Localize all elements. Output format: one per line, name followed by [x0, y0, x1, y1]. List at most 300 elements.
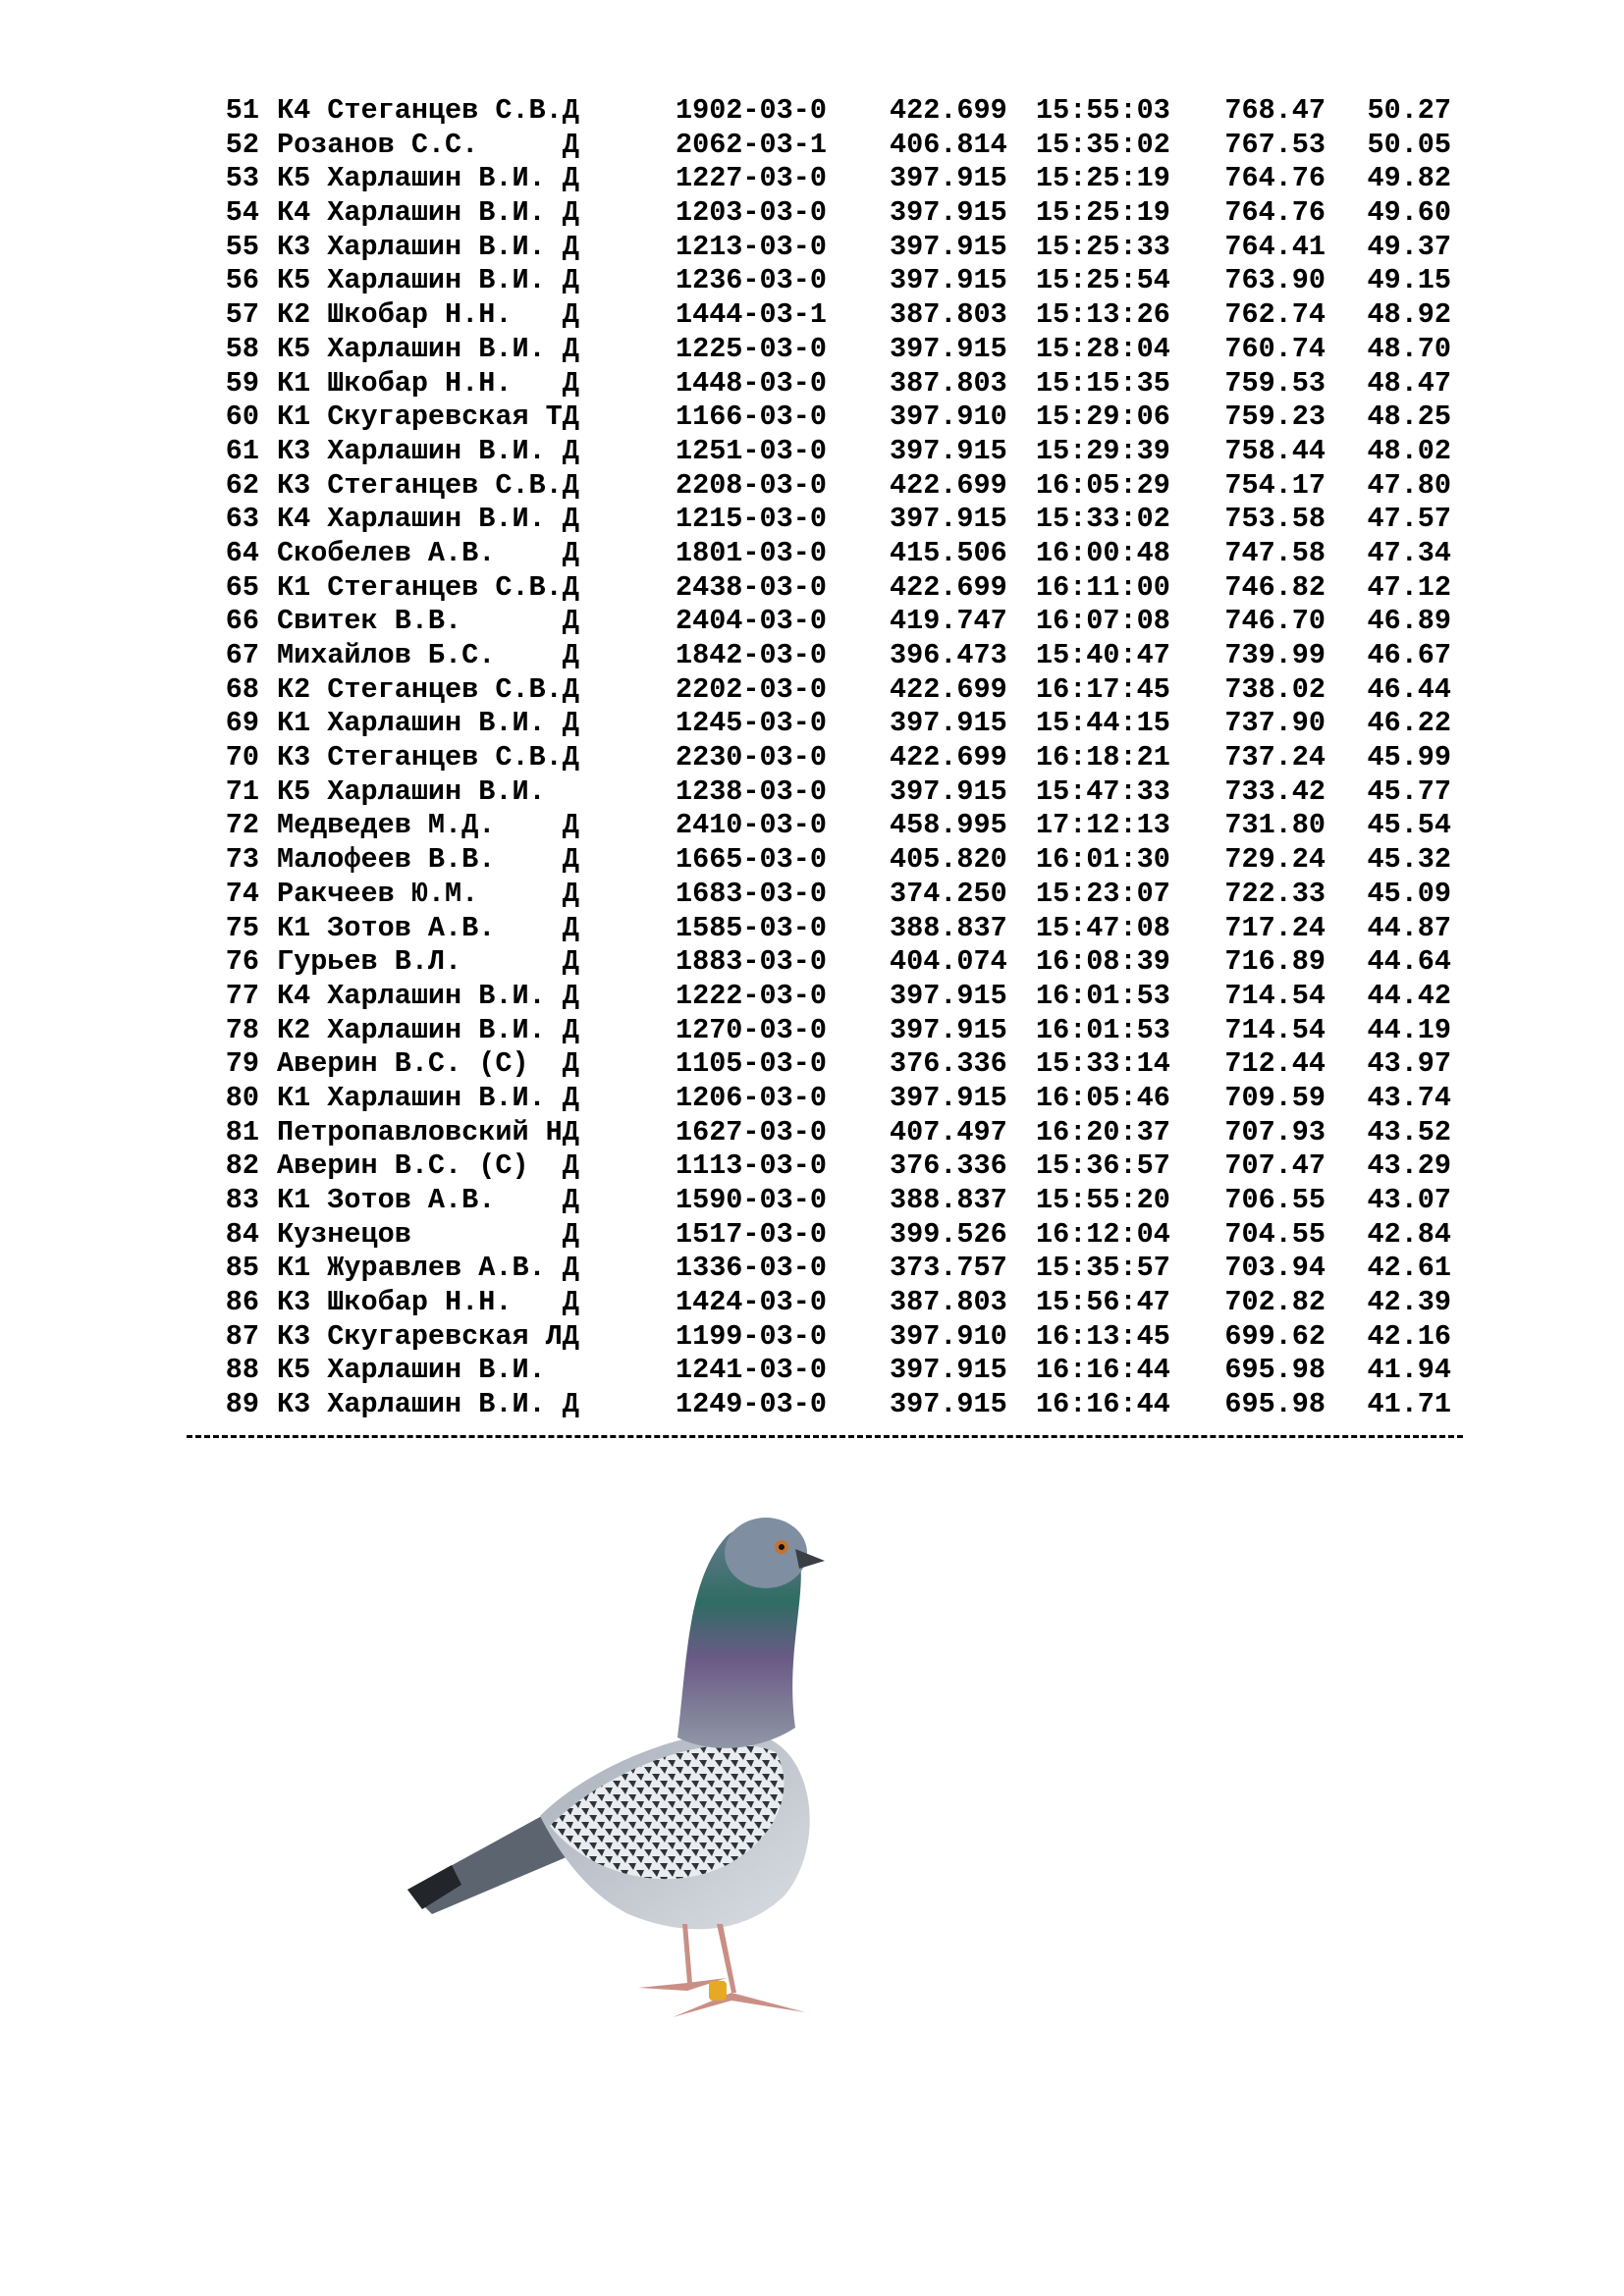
cell-speed: 704.55 — [1224, 1217, 1326, 1251]
cell-time: 15:33:02 — [1036, 503, 1170, 536]
cell-time: 16:01:53 — [1036, 979, 1170, 1012]
cell-dist: 397.915 — [890, 1354, 1007, 1387]
cell-speed: 764.76 — [1224, 162, 1326, 195]
cell-time: 16:08:39 — [1036, 945, 1170, 979]
cell-speed: 699.62 — [1224, 1319, 1326, 1353]
table-row — [0, 741, 1624, 775]
table-row — [0, 809, 1624, 843]
cell-speed: 731.80 — [1224, 809, 1326, 842]
cell-time: 15:25:54 — [1036, 264, 1170, 297]
cell-dist: 397.915 — [890, 230, 1007, 263]
cell-dist: 422.699 — [890, 672, 1007, 706]
cell-dist: 388.837 — [890, 911, 1007, 944]
table-row — [0, 912, 1624, 946]
cell-pts: 48.25 — [1367, 400, 1451, 434]
cell-dist: 397.910 — [890, 400, 1007, 434]
cell-speed: 695.98 — [1224, 1388, 1326, 1421]
cell-time: 15:29:39 — [1036, 434, 1170, 467]
cell-name: Розанов С.С. Д — [277, 128, 579, 161]
cell-name: К1 Скугаревская ТД — [277, 400, 579, 434]
cell-dist: 406.814 — [890, 128, 1007, 161]
cell-no: 78 — [225, 1013, 259, 1046]
cell-dist: 396.473 — [890, 639, 1007, 671]
cell-dist: 373.757 — [890, 1252, 1007, 1285]
cell-ring: 1241-03-0 — [676, 1354, 827, 1387]
cell-time: 16:20:37 — [1036, 1115, 1170, 1148]
cell-dist: 397.915 — [890, 774, 1007, 808]
cell-name: К4 Харлашин В.И. Д — [277, 979, 579, 1012]
cell-ring: 1444-03-1 — [676, 298, 827, 332]
cell-pts: 43.74 — [1367, 1081, 1451, 1114]
cell-speed: 758.44 — [1224, 434, 1326, 467]
cell-time: 16:16:44 — [1036, 1354, 1170, 1387]
cell-pts: 43.29 — [1367, 1149, 1451, 1183]
table-row — [0, 196, 1624, 231]
cell-pts: 41.71 — [1367, 1388, 1451, 1421]
cell-ring: 1227-03-0 — [676, 162, 827, 195]
cell-no: 63 — [225, 503, 259, 536]
cell-ring: 1424-03-0 — [676, 1286, 827, 1319]
cell-ring: 1113-03-0 — [676, 1149, 827, 1183]
cell-dist: 404.074 — [890, 945, 1007, 979]
cell-name: К3 Стеганцев С.В.Д — [277, 741, 579, 774]
cell-time: 16:16:44 — [1036, 1388, 1170, 1421]
cell-ring: 1206-03-0 — [676, 1081, 827, 1114]
cell-name: Аверин В.С. (С) Д — [277, 1047, 579, 1081]
cell-ring: 1627-03-0 — [676, 1115, 827, 1148]
cell-pts: 46.22 — [1367, 707, 1451, 740]
cell-dist: 387.803 — [890, 1286, 1007, 1319]
table-row — [0, 707, 1624, 741]
cell-time: 15:47:08 — [1036, 911, 1170, 944]
cell-no: 61 — [225, 434, 259, 467]
cell-ring: 1213-03-0 — [676, 230, 827, 263]
cell-no: 88 — [225, 1354, 259, 1387]
cell-pts: 45.32 — [1367, 843, 1451, 877]
table-row — [0, 298, 1624, 333]
cell-no: 71 — [225, 774, 259, 808]
cell-pts: 42.39 — [1367, 1286, 1451, 1319]
cell-time: 17:12:13 — [1036, 809, 1170, 842]
cell-ring: 2202-03-0 — [676, 672, 827, 706]
cell-dist: 397.915 — [890, 264, 1007, 297]
cell-ring: 1517-03-0 — [676, 1217, 827, 1251]
cell-time: 16:13:45 — [1036, 1319, 1170, 1353]
cell-no: 60 — [225, 400, 259, 434]
cell-name: Ракчеев Ю.М. Д — [277, 877, 579, 910]
cell-ring: 1270-03-0 — [676, 1013, 827, 1046]
cell-pts: 42.16 — [1367, 1319, 1451, 1353]
table-row — [0, 333, 1624, 367]
cell-name: К1 Харлашин В.И. Д — [277, 1081, 579, 1114]
cell-dist: 397.910 — [890, 1319, 1007, 1353]
cell-speed: 717.24 — [1224, 911, 1326, 944]
cell-dist: 422.699 — [890, 94, 1007, 127]
cell-dist: 376.336 — [890, 1149, 1007, 1183]
cell-dist: 415.506 — [890, 536, 1007, 569]
pigeon-image — [393, 1492, 1041, 2042]
table-row — [0, 1354, 1624, 1388]
cell-time: 15:28:04 — [1036, 332, 1170, 365]
cell-ring: 1199-03-0 — [676, 1319, 827, 1353]
cell-time: 15:35:02 — [1036, 128, 1170, 161]
cell-speed: 737.90 — [1224, 707, 1326, 740]
cell-dist: 397.915 — [890, 434, 1007, 467]
cell-name: К3 Харлашин В.И. Д — [277, 230, 579, 263]
cell-speed: 712.44 — [1224, 1047, 1326, 1081]
cell-name: Малофеев В.В. Д — [277, 843, 579, 877]
cell-speed: 714.54 — [1224, 1013, 1326, 1046]
cell-time: 15:25:33 — [1036, 230, 1170, 263]
cell-name: К1 Зотов А.В. Д — [277, 911, 579, 944]
table-row — [0, 435, 1624, 469]
cell-speed: 714.54 — [1224, 979, 1326, 1012]
dashed-divider — [187, 1435, 1463, 1438]
cell-no: 53 — [225, 162, 259, 195]
cell-speed: 729.24 — [1224, 843, 1326, 877]
cell-pts: 44.87 — [1367, 911, 1451, 944]
cell-speed: 733.42 — [1224, 774, 1326, 808]
cell-dist: 397.915 — [890, 707, 1007, 740]
cell-no: 57 — [225, 298, 259, 332]
cell-name: К4 Харлашин В.И. Д — [277, 503, 579, 536]
cell-speed: 702.82 — [1224, 1286, 1326, 1319]
cell-speed: 764.41 — [1224, 230, 1326, 263]
cell-ring: 1245-03-0 — [676, 707, 827, 740]
cell-dist: 405.820 — [890, 843, 1007, 877]
cell-pts: 46.89 — [1367, 605, 1451, 638]
cell-time: 15:29:06 — [1036, 400, 1170, 434]
cell-ring: 2208-03-0 — [676, 468, 827, 502]
cell-name: К3 Харлашин В.И. Д — [277, 1388, 579, 1421]
table-row — [0, 94, 1624, 129]
cell-no: 64 — [225, 536, 259, 569]
cell-name: К1 Харлашин В.И. Д — [277, 707, 579, 740]
cell-dist: 376.336 — [890, 1047, 1007, 1081]
cell-no: 67 — [225, 639, 259, 671]
cell-pts: 47.57 — [1367, 503, 1451, 536]
cell-speed: 709.59 — [1224, 1081, 1326, 1114]
cell-name: К4 Стеганцев С.В.Д — [277, 94, 579, 127]
cell-no: 82 — [225, 1149, 259, 1183]
cell-no: 52 — [225, 128, 259, 161]
cell-name: К1 Стеганцев С.В.Д — [277, 570, 579, 604]
cell-time: 15:13:26 — [1036, 298, 1170, 332]
cell-time: 15:55:03 — [1036, 94, 1170, 127]
cell-speed: 759.23 — [1224, 400, 1326, 434]
cell-ring: 1842-03-0 — [676, 639, 827, 671]
cell-no: 59 — [225, 366, 259, 400]
cell-speed: 746.70 — [1224, 605, 1326, 638]
cell-speed: 768.47 — [1224, 94, 1326, 127]
cell-pts: 43.97 — [1367, 1047, 1451, 1081]
cell-dist: 397.915 — [890, 979, 1007, 1012]
cell-no: 81 — [225, 1115, 259, 1148]
cell-ring: 2062-03-1 — [676, 128, 827, 161]
cell-ring: 1683-03-0 — [676, 877, 827, 910]
cell-ring: 1215-03-0 — [676, 503, 827, 536]
cell-dist: 407.497 — [890, 1115, 1007, 1148]
cell-speed: 760.74 — [1224, 332, 1326, 365]
cell-speed: 754.17 — [1224, 468, 1326, 502]
cell-pts: 47.12 — [1367, 570, 1451, 604]
table-row — [0, 1252, 1624, 1286]
cell-pts: 44.42 — [1367, 979, 1451, 1012]
cell-speed: 722.33 — [1224, 877, 1326, 910]
table-row — [0, 878, 1624, 912]
cell-no: 70 — [225, 741, 259, 774]
table-row — [0, 673, 1624, 708]
cell-pts: 42.61 — [1367, 1252, 1451, 1285]
cell-ring: 1105-03-0 — [676, 1047, 827, 1081]
cell-time: 15:40:47 — [1036, 639, 1170, 671]
cell-ring: 2230-03-0 — [676, 741, 827, 774]
cell-name: К4 Харлашин В.И. Д — [277, 196, 579, 230]
cell-no: 83 — [225, 1184, 259, 1216]
cell-name: К3 Скугаревская ЛД — [277, 1319, 579, 1353]
cell-time: 15:47:33 — [1036, 774, 1170, 808]
cell-pts: 48.02 — [1367, 434, 1451, 467]
cell-pts: 45.09 — [1367, 877, 1451, 910]
cell-speed: 695.98 — [1224, 1354, 1326, 1387]
cell-name: К2 Харлашин В.И. Д — [277, 1013, 579, 1046]
cell-time: 16:05:46 — [1036, 1081, 1170, 1114]
cell-pts: 43.07 — [1367, 1184, 1451, 1216]
cell-name: К1 Зотов А.В. Д — [277, 1184, 579, 1216]
cell-pts: 45.77 — [1367, 774, 1451, 808]
cell-speed: 707.47 — [1224, 1149, 1326, 1183]
cell-dist: 397.915 — [890, 162, 1007, 195]
cell-pts: 49.82 — [1367, 162, 1451, 195]
cell-time: 16:01:30 — [1036, 843, 1170, 877]
cell-name: К2 Стеганцев С.В.Д — [277, 672, 579, 706]
cell-ring: 1590-03-0 — [676, 1184, 827, 1216]
table-row — [0, 1149, 1624, 1184]
cell-dist: 419.747 — [890, 605, 1007, 638]
cell-time: 15:44:15 — [1036, 707, 1170, 740]
cell-speed: 739.99 — [1224, 639, 1326, 671]
cell-speed: 763.90 — [1224, 264, 1326, 297]
table-row — [0, 1047, 1624, 1082]
cell-pts: 47.34 — [1367, 536, 1451, 569]
cell-speed: 737.24 — [1224, 741, 1326, 774]
table-row — [0, 1082, 1624, 1116]
cell-no: 69 — [225, 707, 259, 740]
cell-pts: 44.64 — [1367, 945, 1451, 979]
cell-dist: 387.803 — [890, 366, 1007, 400]
cell-time: 15:15:35 — [1036, 366, 1170, 400]
cell-ring: 1249-03-0 — [676, 1388, 827, 1421]
cell-name: Свитек В.В. Д — [277, 605, 579, 638]
cell-no: 84 — [225, 1217, 259, 1251]
cell-pts: 45.54 — [1367, 809, 1451, 842]
cell-time: 16:07:08 — [1036, 605, 1170, 638]
cell-no: 75 — [225, 911, 259, 944]
cell-time: 15:33:14 — [1036, 1047, 1170, 1081]
cell-dist: 397.915 — [890, 1081, 1007, 1114]
cell-time: 16:18:21 — [1036, 741, 1170, 774]
cell-name: Гурьев В.Л. Д — [277, 945, 579, 979]
cell-pts: 50.05 — [1367, 128, 1451, 161]
cell-name: К3 Харлашин В.И. Д — [277, 434, 579, 467]
table-row — [0, 264, 1624, 298]
cell-no: 80 — [225, 1081, 259, 1114]
cell-ring: 1801-03-0 — [676, 536, 827, 569]
cell-no: 77 — [225, 979, 259, 1012]
cell-no: 74 — [225, 877, 259, 910]
cell-speed: 767.53 — [1224, 128, 1326, 161]
cell-name: К5 Харлашин В.И. — [277, 774, 546, 808]
cell-dist: 422.699 — [890, 741, 1007, 774]
table-row — [0, 503, 1624, 537]
cell-time: 15:36:57 — [1036, 1149, 1170, 1183]
cell-dist: 397.915 — [890, 1388, 1007, 1421]
cell-name: Медведев М.Д. Д — [277, 809, 579, 842]
cell-pts: 43.52 — [1367, 1115, 1451, 1148]
table-row — [0, 1286, 1624, 1320]
cell-name: К2 Шкобар Н.Н. Д — [277, 298, 579, 332]
cell-pts: 48.92 — [1367, 298, 1451, 332]
cell-time: 15:56:47 — [1036, 1286, 1170, 1319]
cell-pts: 47.80 — [1367, 468, 1451, 502]
table-row — [0, 129, 1624, 163]
table-row — [0, 1218, 1624, 1253]
cell-time: 15:35:57 — [1036, 1252, 1170, 1285]
cell-dist: 388.837 — [890, 1184, 1007, 1216]
cell-speed: 747.58 — [1224, 536, 1326, 569]
table-row — [0, 945, 1624, 980]
cell-pts: 42.84 — [1367, 1217, 1451, 1251]
cell-ring: 1236-03-0 — [676, 264, 827, 297]
table-row — [0, 1320, 1624, 1355]
cell-ring: 1251-03-0 — [676, 434, 827, 467]
cell-no: 73 — [225, 843, 259, 877]
cell-pts: 46.67 — [1367, 639, 1451, 671]
cell-time: 16:17:45 — [1036, 672, 1170, 706]
cell-ring: 1225-03-0 — [676, 332, 827, 365]
cell-no: 65 — [225, 570, 259, 604]
cell-speed: 764.76 — [1224, 196, 1326, 230]
cell-no: 68 — [225, 672, 259, 706]
cell-speed: 703.94 — [1224, 1252, 1326, 1285]
cell-name: К5 Харлашин В.И. Д — [277, 162, 579, 195]
cell-no: 55 — [225, 230, 259, 263]
cell-ring: 1203-03-0 — [676, 196, 827, 230]
cell-ring: 1238-03-0 — [676, 774, 827, 808]
cell-dist: 422.699 — [890, 468, 1007, 502]
cell-pts: 44.19 — [1367, 1013, 1451, 1046]
table-row — [0, 639, 1624, 673]
table-row — [0, 775, 1624, 810]
cell-no: 72 — [225, 809, 259, 842]
cell-no: 85 — [225, 1252, 259, 1285]
table-row — [0, 400, 1624, 435]
cell-no: 79 — [225, 1047, 259, 1081]
cell-no: 66 — [225, 605, 259, 638]
cell-ring: 1448-03-0 — [676, 366, 827, 400]
cell-name: Михайлов Б.С. Д — [277, 639, 579, 671]
cell-pts: 48.47 — [1367, 366, 1451, 400]
cell-dist: 387.803 — [890, 298, 1007, 332]
table-row — [0, 1014, 1624, 1048]
cell-dist: 397.915 — [890, 1013, 1007, 1046]
table-row — [0, 537, 1624, 571]
cell-pts: 46.44 — [1367, 672, 1451, 706]
cell-time: 16:00:48 — [1036, 536, 1170, 569]
cell-time: 15:55:20 — [1036, 1184, 1170, 1216]
cell-pts: 45.99 — [1367, 741, 1451, 774]
cell-speed: 746.82 — [1224, 570, 1326, 604]
cell-no: 56 — [225, 264, 259, 297]
table-row — [0, 1184, 1624, 1218]
cell-name: Аверин В.С. (С) Д — [277, 1149, 579, 1183]
cell-name: К1 Журавлев А.В. Д — [277, 1252, 579, 1285]
cell-dist: 397.915 — [890, 196, 1007, 230]
cell-pts: 49.60 — [1367, 196, 1451, 230]
cell-no: 58 — [225, 332, 259, 365]
cell-ring: 2404-03-0 — [676, 605, 827, 638]
cell-no: 86 — [225, 1286, 259, 1319]
cell-name: К5 Харлашин В.И. Д — [277, 264, 579, 297]
cell-name: Скобелев А.В. Д — [277, 536, 579, 569]
cell-time: 16:11:00 — [1036, 570, 1170, 604]
cell-speed: 762.74 — [1224, 298, 1326, 332]
table-row — [0, 469, 1624, 504]
cell-pts: 48.70 — [1367, 332, 1451, 365]
cell-dist: 458.995 — [890, 809, 1007, 842]
cell-ring: 2410-03-0 — [676, 809, 827, 842]
table-row — [0, 843, 1624, 878]
table-row — [0, 162, 1624, 196]
cell-ring: 1222-03-0 — [676, 979, 827, 1012]
cell-pts: 49.37 — [1367, 230, 1451, 263]
cell-ring: 1902-03-0 — [676, 94, 827, 127]
cell-name: К3 Шкобар Н.Н. Д — [277, 1286, 579, 1319]
cell-dist: 397.915 — [890, 503, 1007, 536]
table-row — [0, 231, 1624, 265]
table-row — [0, 1116, 1624, 1150]
cell-time: 16:01:53 — [1036, 1013, 1170, 1046]
cell-time: 16:12:04 — [1036, 1217, 1170, 1251]
cell-speed: 707.93 — [1224, 1115, 1326, 1148]
cell-time: 15:25:19 — [1036, 162, 1170, 195]
cell-name: К5 Харлашин В.И. Д — [277, 332, 579, 365]
results-table — [0, 94, 1624, 1422]
cell-dist: 399.526 — [890, 1217, 1007, 1251]
table-row — [0, 1388, 1624, 1422]
cell-speed: 753.58 — [1224, 503, 1326, 536]
table-row — [0, 980, 1624, 1014]
cell-pts: 41.94 — [1367, 1354, 1451, 1387]
cell-speed: 759.53 — [1224, 366, 1326, 400]
cell-speed: 706.55 — [1224, 1184, 1326, 1216]
cell-pts: 49.15 — [1367, 264, 1451, 297]
cell-name: К5 Харлашин В.И. — [277, 1354, 546, 1387]
cell-time: 15:25:19 — [1036, 196, 1170, 230]
cell-no: 51 — [225, 94, 259, 127]
cell-no: 89 — [225, 1388, 259, 1421]
cell-name: К3 Стеганцев С.В.Д — [277, 468, 579, 502]
cell-no: 87 — [225, 1319, 259, 1353]
cell-name: К1 Шкобар Н.Н. Д — [277, 366, 579, 400]
cell-ring: 1665-03-0 — [676, 843, 827, 877]
cell-speed: 716.89 — [1224, 945, 1326, 979]
cell-ring: 1585-03-0 — [676, 911, 827, 944]
cell-name: Кузнецов Д — [277, 1217, 579, 1251]
cell-time: 16:05:29 — [1036, 468, 1170, 502]
cell-no: 62 — [225, 468, 259, 502]
cell-dist: 397.915 — [890, 332, 1007, 365]
